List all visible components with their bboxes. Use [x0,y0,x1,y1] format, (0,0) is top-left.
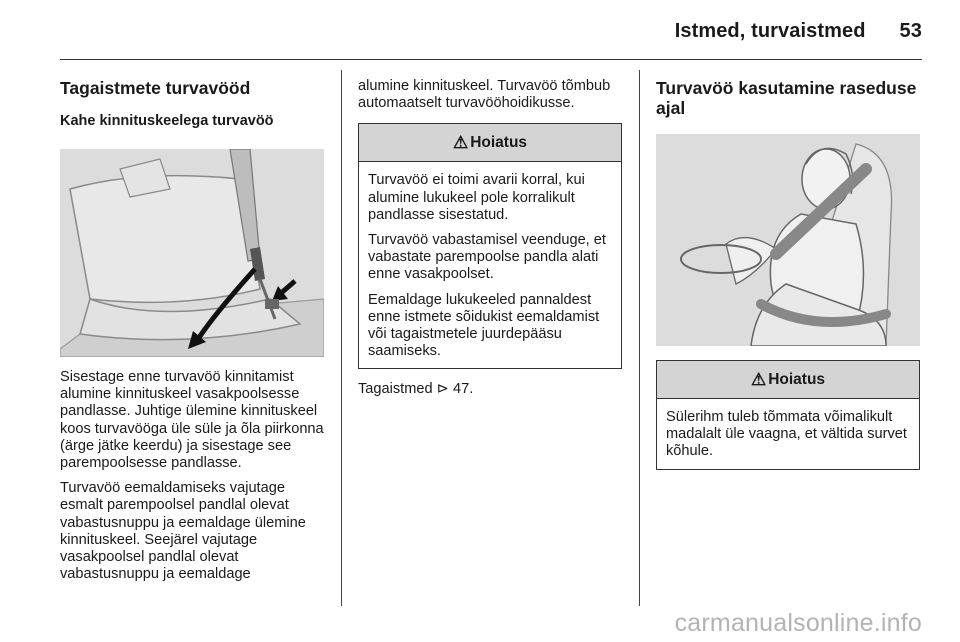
page-header [675,20,922,43]
pregnancy-seat-belt-illustration [656,134,920,346]
warning-triangle-icon: ⚠ [750,369,767,389]
warning-text: Eemaldage lukukeeled pannaldest enne istmete sõidukist eemaldamist või tagaistmetele juurdepääsu saamiseks. [368,291,600,360]
warning-box [656,360,920,470]
column-divider [639,70,640,606]
warning-text: Sülerihm tuleb tõmmata võimalikult madalalt üle vaagna, et vältida survet kõhule. [666,409,907,460]
seat-belt-buckle-drawing [60,149,324,357]
section-heading: Tagaistmete turvavööd [60,78,251,98]
warning-body [657,399,919,469]
rear-seat-belt-illustration [60,149,324,357]
subsection-heading: Kahe kinnituskeelega turvavöö [60,113,274,129]
warning-header [657,361,919,399]
watermark: carmanualsonline.info [674,609,922,637]
warning-title: Hoiatus [470,133,528,151]
paragraph: Turvavöö eemaldamiseks vajutage esmalt parempoolsel pandlal olevat vabastusnuppu ja eemaldage ülemine kinnituskeel. Seejärel vajutage vasakpoolsel pandlal olevat vabastusnuppu ja eemaldage [60,480,306,583]
header-rule [60,59,922,60]
paragraph: alumine kinnituskeel. Turvavöö tõmbub automaatselt turvavööhoidikusse. [358,78,611,112]
cross-reference-link[interactable]: Tagaistmed ⊳ 47. [358,381,474,398]
warning-text: Turvavöö vabastamisel veenduge, et vabastate parempoolse pandla alati enne vasakpoolset. [368,232,606,283]
warning-text: Turvavöö ei toimi avarii korral, kui alumine lukukeel pole korralikult pandlasse sisestatud. [368,172,585,223]
column-3 [656,78,920,470]
page-number: 53 [899,20,922,42]
section-heading: Turvavöö kasutamine raseduse ajal [656,78,917,118]
header-title: Istmed, turvaistmed [674,20,866,42]
warning-box [358,123,622,369]
paragraph: Sisestage enne turvavöö kinnitamist alumine kinnituskeel vasakpoolsesse pandlasse. Juhtige ülemine kinnituskeel koos turvavööga üle süle ja õla piirkonna (ärge jätke keerdu) ja sisestage see parempoolsesse pandlasse. [60,369,324,472]
warning-title: Hoiatus [768,370,826,388]
column-divider [341,70,342,606]
warning-header [359,124,621,162]
column-2 [358,78,623,399]
warning-triangle-icon: ⚠ [452,132,469,152]
pregnant-driver-drawing [656,134,920,346]
column-1 [60,78,326,583]
warning-body [359,162,621,368]
